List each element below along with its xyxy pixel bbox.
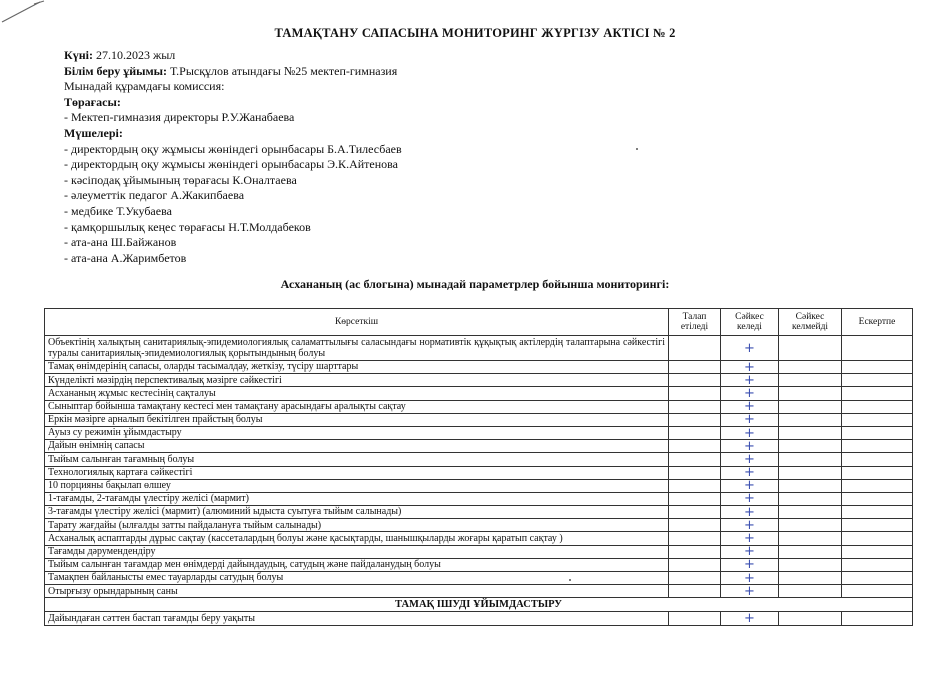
noncompliant-cell: [779, 519, 842, 532]
note-cell: [842, 492, 913, 505]
noncompliant-cell: [779, 374, 842, 387]
required-cell: [669, 413, 721, 426]
compliant-cell: +: [721, 519, 779, 532]
indicator-cell: Тағамды дәрумендендіру: [45, 545, 669, 558]
compliant-cell: +: [721, 400, 779, 413]
noncompliant-cell: [779, 413, 842, 426]
organization-line: [64, 64, 764, 80]
indicator-cell: 3-тағамды үлестіру желісі (мармит) (алюминий ыдыста суытуға тыйым салынады): [45, 506, 669, 519]
required-cell: [669, 506, 721, 519]
noncompliant-cell: [779, 361, 842, 374]
note-cell: [842, 479, 913, 492]
table-row: [45, 413, 913, 426]
table-row: [45, 506, 913, 519]
note-cell: [842, 413, 913, 426]
commission-member: - директордың оқу жұмысы жөніндегі орынбасары Б.А.Тилесбаев: [64, 141, 402, 156]
compliant-cell: +: [721, 453, 779, 466]
commission-member: - директордың оқу жұмысы жөніндегі орынбасары Э.К.Айтенова: [64, 157, 398, 172]
required-cell: [669, 612, 721, 625]
section-row: [45, 598, 913, 612]
monitoring-subtitle: Асхананың (ас блогына) мынадай параметрлер бойынша мониторингі:: [280, 277, 670, 291]
date-line: [64, 48, 764, 64]
table-row: [45, 400, 913, 413]
commission-member: - әлеуметтік педагог А.Жакипбаева: [64, 188, 245, 203]
header-noncompliant: Сәйкес келмейді: [779, 309, 842, 336]
note-cell: [842, 506, 913, 519]
indicator-cell: Отырғызу орындарының саны: [45, 585, 669, 598]
table-row: [45, 532, 913, 545]
table-row: [45, 558, 913, 571]
note-cell: [842, 400, 913, 413]
note-cell: [842, 558, 913, 571]
date-label: Күні:: [64, 48, 93, 62]
table-row: [45, 426, 913, 439]
indicator-cell: Еркін мәзірге арналып бекітілген прайстың болуы: [45, 413, 669, 426]
required-cell: [669, 466, 721, 479]
table-row: [45, 440, 913, 453]
compliant-cell: +: [721, 492, 779, 505]
compliant-cell: +: [721, 413, 779, 426]
note-cell: [842, 361, 913, 374]
act-details: [64, 48, 764, 266]
table-row: [45, 585, 913, 598]
chair-list: [64, 110, 764, 126]
indicator-cell: Тыйым салынған тағамның болуы: [45, 453, 669, 466]
note-cell: [842, 426, 913, 439]
required-cell: [669, 572, 721, 585]
table-row: [45, 612, 913, 625]
table-body: [45, 336, 913, 626]
compliant-cell: +: [721, 506, 779, 519]
noncompliant-cell: [779, 572, 842, 585]
noncompliant-cell: [779, 453, 842, 466]
compliant-cell: +: [721, 361, 779, 374]
noncompliant-cell: [779, 466, 842, 479]
scan-speck: [569, 579, 571, 581]
required-cell: [669, 532, 721, 545]
indicator-cell: Ауыз су режимін ұйымдастыру: [45, 426, 669, 439]
table-row: [45, 572, 913, 585]
members-heading: Мүшелері:: [64, 125, 123, 140]
noncompliant-cell: [779, 532, 842, 545]
table-row: [45, 519, 913, 532]
commission-member: - кәсіподақ ұйымының төрағасы К.Оналтаева: [64, 172, 297, 187]
note-cell: [842, 545, 913, 558]
chair-member: - Мектеп-гимназия директоры Р.У.Жанабаева: [64, 110, 295, 125]
indicator-cell: Технологиялық картаға сәйкестігі: [45, 466, 669, 479]
noncompliant-cell: [779, 426, 842, 439]
commission-member: - қамқоршылық кеңес төрағасы Н.Т.Молдабеков: [64, 219, 311, 234]
commission-line: Мынадай құрамдағы комиссия:: [64, 79, 225, 94]
table-row: [45, 466, 913, 479]
required-cell: [669, 400, 721, 413]
indicator-cell: Күнделікті мәзірдің перспективалық мәзірге сәйкестігі: [45, 374, 669, 387]
noncompliant-cell: [779, 585, 842, 598]
compliant-cell: +: [721, 532, 779, 545]
required-cell: [669, 492, 721, 505]
table-row: [45, 479, 913, 492]
organization-label: Білім беру ұйымы:: [64, 63, 168, 78]
members-list: [64, 142, 764, 267]
table-row: [45, 336, 913, 361]
commission-member: - ата-ана А.Жаримбетов: [64, 250, 187, 265]
note-cell: [842, 585, 913, 598]
compliant-cell: +: [721, 545, 779, 558]
date-value: 27.10.2023 жыл: [95, 48, 176, 62]
required-cell: [669, 440, 721, 453]
required-cell: [669, 361, 721, 374]
indicator-cell: Тыйым салынған тағамдар мен өнімдерді дайындаудың, сатудың және пайдаланудың болуы: [45, 558, 669, 571]
note-cell: [842, 336, 913, 361]
indicator-cell: Дайын өнімнің сапасы: [45, 440, 669, 453]
indicator-cell: Тамақпен байланысты емес тауарларды сатудың болуы: [45, 572, 669, 585]
required-cell: [669, 453, 721, 466]
note-cell: [842, 519, 913, 532]
note-cell: [842, 374, 913, 387]
required-cell: [669, 374, 721, 387]
commission-member: - ата-ана Ш.Байжанов: [64, 235, 177, 250]
table-row: [45, 361, 913, 374]
indicator-cell: 10 порцияны бақылап өлшеу: [45, 479, 669, 492]
noncompliant-cell: [779, 440, 842, 453]
section-title: ТАМАҚ ІШУДІ ҰЙЫМДАСТЫРУ: [45, 598, 913, 612]
note-cell: [842, 453, 913, 466]
indicator-cell: 1-тағамды, 2-тағамды үлестіру желісі (мармит): [45, 492, 669, 505]
required-cell: [669, 545, 721, 558]
noncompliant-cell: [779, 400, 842, 413]
organization-value: Т.Рысқұлов атындағы №25 мектеп-гимназия: [170, 63, 398, 78]
note-cell: [842, 466, 913, 479]
compliant-cell: +: [721, 612, 779, 625]
compliant-cell: +: [721, 387, 779, 400]
required-cell: [669, 519, 721, 532]
table-row: [45, 374, 913, 387]
indicator-cell: Дайындаған сәттен бастап тағамды беру уақыты: [45, 612, 669, 625]
noncompliant-cell: [779, 558, 842, 571]
compliant-cell: +: [721, 374, 779, 387]
table-row: [45, 453, 913, 466]
compliant-cell: +: [721, 426, 779, 439]
noncompliant-cell: [779, 545, 842, 558]
commission-member: - медбике Т.Укубаева: [64, 203, 172, 218]
indicator-cell: Сыныптар бойынша тамақтану кестесі мен тамақтану арасындағы аралықты сақтау: [45, 400, 669, 413]
header-compliant: Сәйкес келеді: [721, 309, 779, 336]
compliant-cell: +: [721, 479, 779, 492]
note-cell: [842, 572, 913, 585]
required-cell: [669, 336, 721, 361]
required-cell: [669, 479, 721, 492]
note-cell: [842, 440, 913, 453]
corner-scribble: [0, 0, 50, 24]
noncompliant-cell: [779, 492, 842, 505]
table-row: [45, 545, 913, 558]
note-cell: [842, 532, 913, 545]
header-note: Ескертпе: [842, 309, 913, 336]
compliant-cell: +: [721, 585, 779, 598]
required-cell: [669, 558, 721, 571]
indicator-cell: Тарату жағдайы (ылғалды затты пайдалануға тыйым салынады): [45, 519, 669, 532]
note-cell: [842, 387, 913, 400]
compliant-cell: +: [721, 336, 779, 361]
header-indicator: Көрсеткіш: [45, 309, 669, 336]
indicator-cell: Тамақ өнімдерінің сапасы, оларды тасымалдау, жеткізу, түсіру шарттары: [45, 361, 669, 374]
required-cell: [669, 426, 721, 439]
indicator-cell: Асхананың жұмыс кестесінің сақталуы: [45, 387, 669, 400]
noncompliant-cell: [779, 479, 842, 492]
indicator-cell: Объектінің халықтың санитариялық-эпидемиологиялық саламаттылығы саласындағы нормативтік құқықтық актілердің талаптарына сәйкестігі туралы санитариялық-эпидемиологиялық қорытындының болуы: [45, 336, 669, 361]
compliant-cell: +: [721, 558, 779, 571]
chair-heading: Төрағасы:: [64, 94, 121, 109]
noncompliant-cell: [779, 612, 842, 625]
indicator-cell: Асханалық аспаптарды дұрыс сақтау (кассеталардың болуы және қасықтарды, шанышқыларды жоғары қаратып сақтау ): [45, 532, 669, 545]
header-required: Талап етіледі: [669, 309, 721, 336]
scan-speck: [636, 148, 638, 150]
table-header-row: [45, 309, 913, 336]
compliant-cell: +: [721, 466, 779, 479]
table-row: [45, 492, 913, 505]
required-cell: [669, 585, 721, 598]
required-cell: [669, 387, 721, 400]
compliant-cell: +: [721, 440, 779, 453]
note-cell: [842, 612, 913, 625]
noncompliant-cell: [779, 387, 842, 400]
table-row: [45, 387, 913, 400]
compliant-cell: +: [721, 572, 779, 585]
document-title: ТАМАҚТАНУ САПАСЫНА МОНИТОРИНГ ЖҮРГІЗУ АКТІСІ № 2: [274, 26, 676, 40]
noncompliant-cell: [779, 506, 842, 519]
noncompliant-cell: [779, 336, 842, 361]
monitoring-table: [44, 308, 913, 626]
